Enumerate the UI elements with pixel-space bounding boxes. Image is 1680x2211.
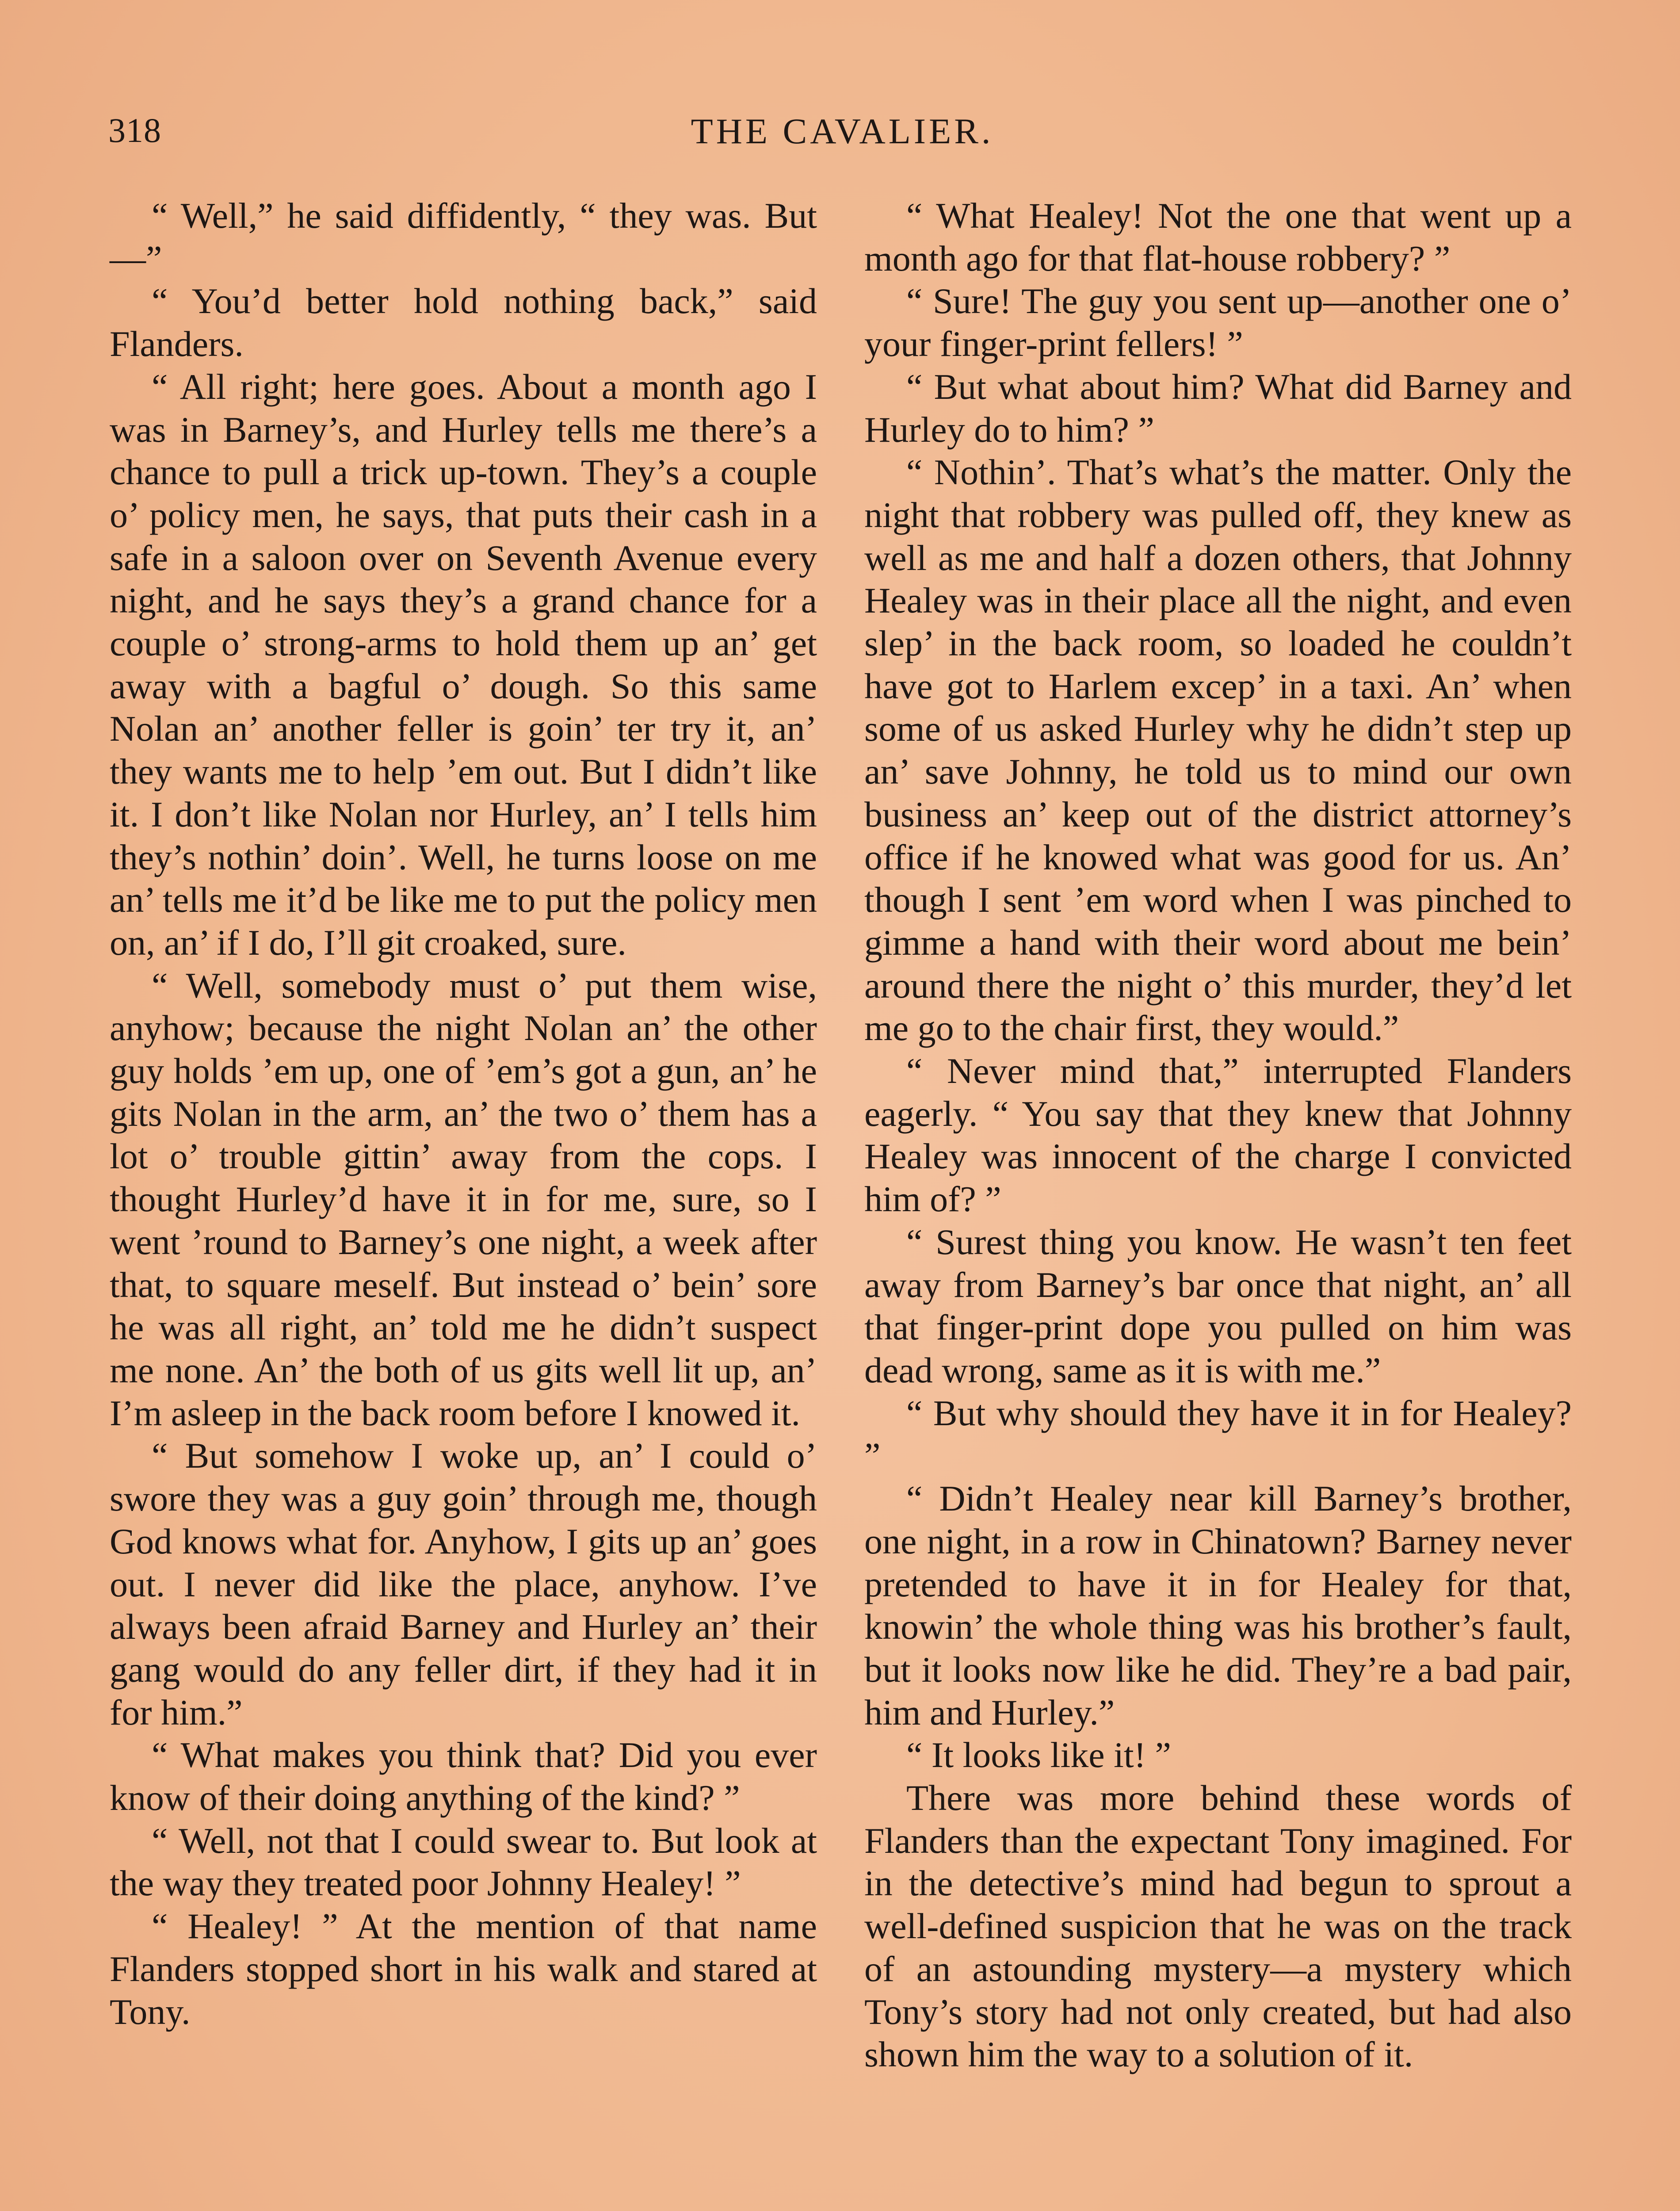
- paragraph: “ But why should they have it in for Healey? ”: [864, 1392, 1572, 1476]
- paragraph: “ But somehow I woke up, an’ I could o’ swore they was a guy goin’ through me, though God knows what for. Anyhow, I gits up an’ goes out. I never did like the place, anyhow. I’ve always been afraid Barney and Hurley an’ their gang would do any feller dirt, if they had it in for him.”: [110, 1435, 817, 1733]
- paragraph: “ Sure! The guy you sent up—another one o’ your finger-print fellers! ”: [864, 281, 1572, 364]
- right-column: [864, 195, 1572, 2076]
- paragraph: “ It looks like it! ”: [906, 1735, 1171, 1775]
- running-head: THE CAVALIER.: [691, 111, 994, 151]
- paragraph: “ Didn’t Healey near kill Barney’s brother, one night, in a row in Chinatown? Barney never pretended to have it in for Healey for that, knowin’ the whole thing was his brother’s fault, but it looks now like he did. They’re a bad pair, him and Hurley.”: [864, 1478, 1572, 1733]
- paragraph: “ Nothin’. That’s what’s the matter. Only the night that robbery was pulled off, they knew as well as me and half a dozen others, that Johnny Healey was in their place all the night, and even slep’ in the back room, so loaded he couldn’t have got to Harlem excep’ in a taxi. An’ when some of us asked Hurley why he didn’t step up an’ save Johnny, he told us to mind our own business an’ keep out of the district attorney’s office if he knowed what was good for us. An’ though I sent ’em word when I was pinched to gimme a hand with their word about me bein’ around there the night o’ this murder, they’d let me go to the chair first, they would.”: [864, 452, 1572, 1048]
- paragraph: “ Well, somebody must o’ put them wise, anyhow; because the night Nolan an’ the other guy holds ’em up, one of ’em’s got a gun, an’ he gits Nolan in the arm, an’ the two o’ them has a lot o’ trouble gittin’ away from the cops. I thought Hurley’d have it in for me, sure, so I went ’round to Barney’s one night, a week after that, to square meself. But instead o’ bein’ sore he was all right, an’ told me he didn’t suspect me none. An’ the both of us gits well lit up, an’ I’m asleep in the back room before I knowed it.: [110, 965, 817, 1433]
- paragraph: “ What Healey! Not the one that went up a month ago for that flat-house robbery? ”: [864, 195, 1572, 279]
- page-header: [108, 111, 1576, 164]
- paragraph: “ Surest thing you know. He wasn’t ten feet away from Barney’s bar once that night, an’ all that finger-print dope you pulled on him was dead wrong, same as it is with me.”: [864, 1221, 1572, 1390]
- paragraph: “ Never mind that,” interrupted Flanders eagerly. “ You say that they knew that Johnny Healey was innocent of the charge I convicted him of? ”: [864, 1051, 1572, 1220]
- paragraph: “ All right; here goes. About a month ago I was in Barney’s, and Hurley tells me there’s a chance to pull a trick up-town. They’s a couple o’ policy men, he says, that puts their cash in a safe in a saloon over on Seventh Avenue every night, and he says they’s a grand chance for a couple o’ strong-arms to hold them up an’ get away with a bagful o’ dough. So this same Nolan an’ another feller is goin’ ter try it, an’ they wants me to help ’em out. But I didn’t like it. I don’t like Nolan nor Hurley, an’ I tells him they’s nothin’ doin’. Well, he turns loose on me an’ tells me it’d be like me to put the policy men on, an’ if I do, I’ll git croaked, sure.: [110, 366, 817, 963]
- paragraph: There was more behind these words of Flanders than the expectant Tony imagined. For in the detective’s mind had begun to sprout a well-defined suspicion that he was on the track of an astounding mystery—a mystery which Tony’s story had not only created, but had also shown him the way to a solution of it.: [864, 1778, 1572, 2075]
- paragraph: “ What makes you think that? Did you ever know of their doing anything of the kind? ”: [110, 1735, 817, 1818]
- left-column: [110, 195, 817, 2033]
- paragraph: “ Healey! ” At the mention of that name Flanders stopped short in his walk and stared at Tony.: [110, 1906, 817, 2032]
- paragraph: “ But what about him? What did Barney and Hurley do to him? ”: [864, 366, 1572, 450]
- page-number: 318: [108, 111, 161, 149]
- paragraph: “ Well, not that I could swear to. But look at the way they treated poor Johnny Healey! ”: [110, 1820, 817, 1904]
- paragraph: “ Well,” he said diffidently, “ they was. But—”: [110, 195, 817, 279]
- paragraph: “ You’d better hold nothing back,” said Flanders.: [110, 281, 817, 364]
